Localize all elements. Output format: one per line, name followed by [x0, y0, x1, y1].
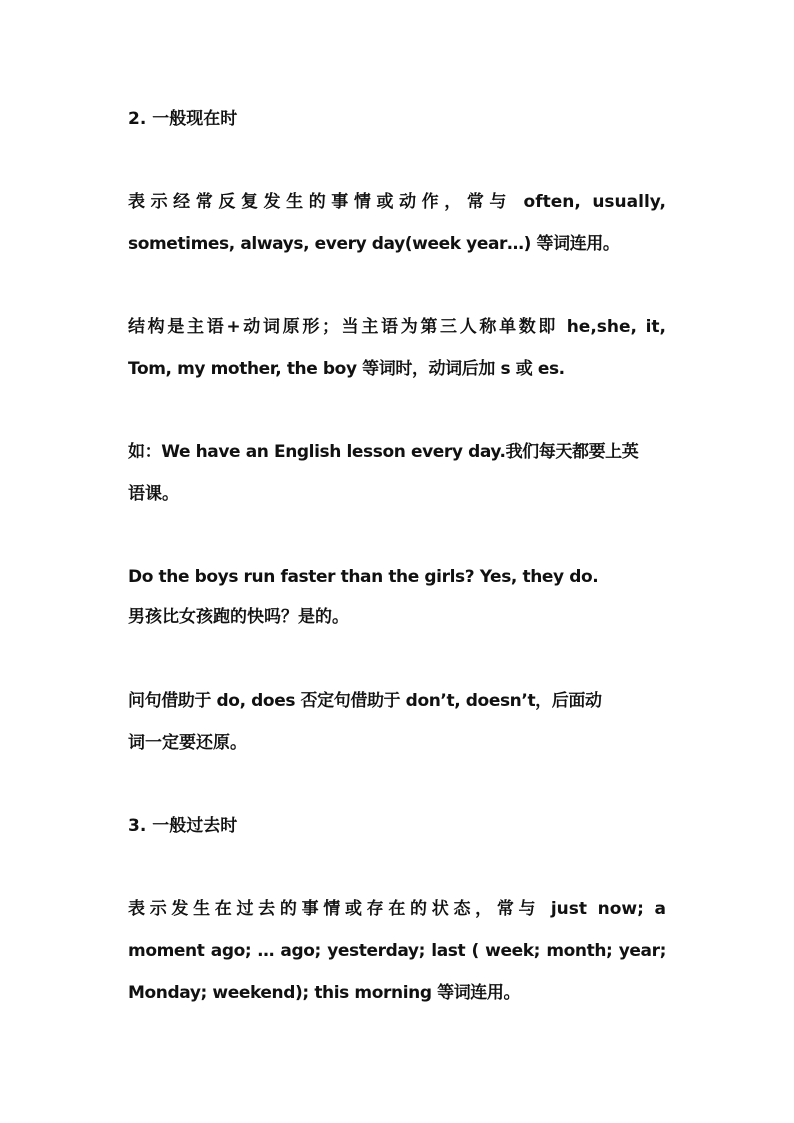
section-2-definition-line-1: 表示经常反复发生的事情或动作，常与 often, usually,: [128, 192, 666, 212]
section-3-heading: 3. 一般过去时: [128, 816, 238, 836]
section-2-structure-line-2: Tom, my mother, the boy 等词时，动词后加 s 或 es.: [128, 359, 565, 379]
section-3-definition-line-3: Monday; weekend); this morning 等词连用。: [128, 983, 521, 1003]
section-3-definition-line-2: moment ago; … ago; yesterday; last ( week; month; year;: [128, 941, 666, 961]
question-rule-line-1: 问句借助于 do, does 否定句借助于 don’t, doesn’t，后面动: [128, 691, 602, 711]
section-2-definition-line-2: sometimes, always, every day(week year…) 等词连用。: [128, 234, 620, 254]
section-2-heading: 2. 一般现在时: [128, 109, 238, 129]
section-3-definition-line-1: 表示发生在过去的事情或存在的状态，常与 just now; a: [128, 899, 666, 919]
example-2-line-1: Do the boys run faster than the girls? Yes, they do.: [128, 567, 599, 587]
example-2-line-2: 男孩比女孩跑的快吗？是的。: [128, 607, 349, 627]
example-1-line-2: 语课。: [128, 484, 179, 504]
example-1-line-1: 如：We have an English lesson every day.我们每天都要上英: [128, 442, 639, 462]
section-2-structure-line-1: 结构是主语+动词原形；当主语为第三人称单数即 he,she, it,: [128, 317, 666, 337]
question-rule-line-2: 词一定要还原。: [128, 733, 247, 753]
